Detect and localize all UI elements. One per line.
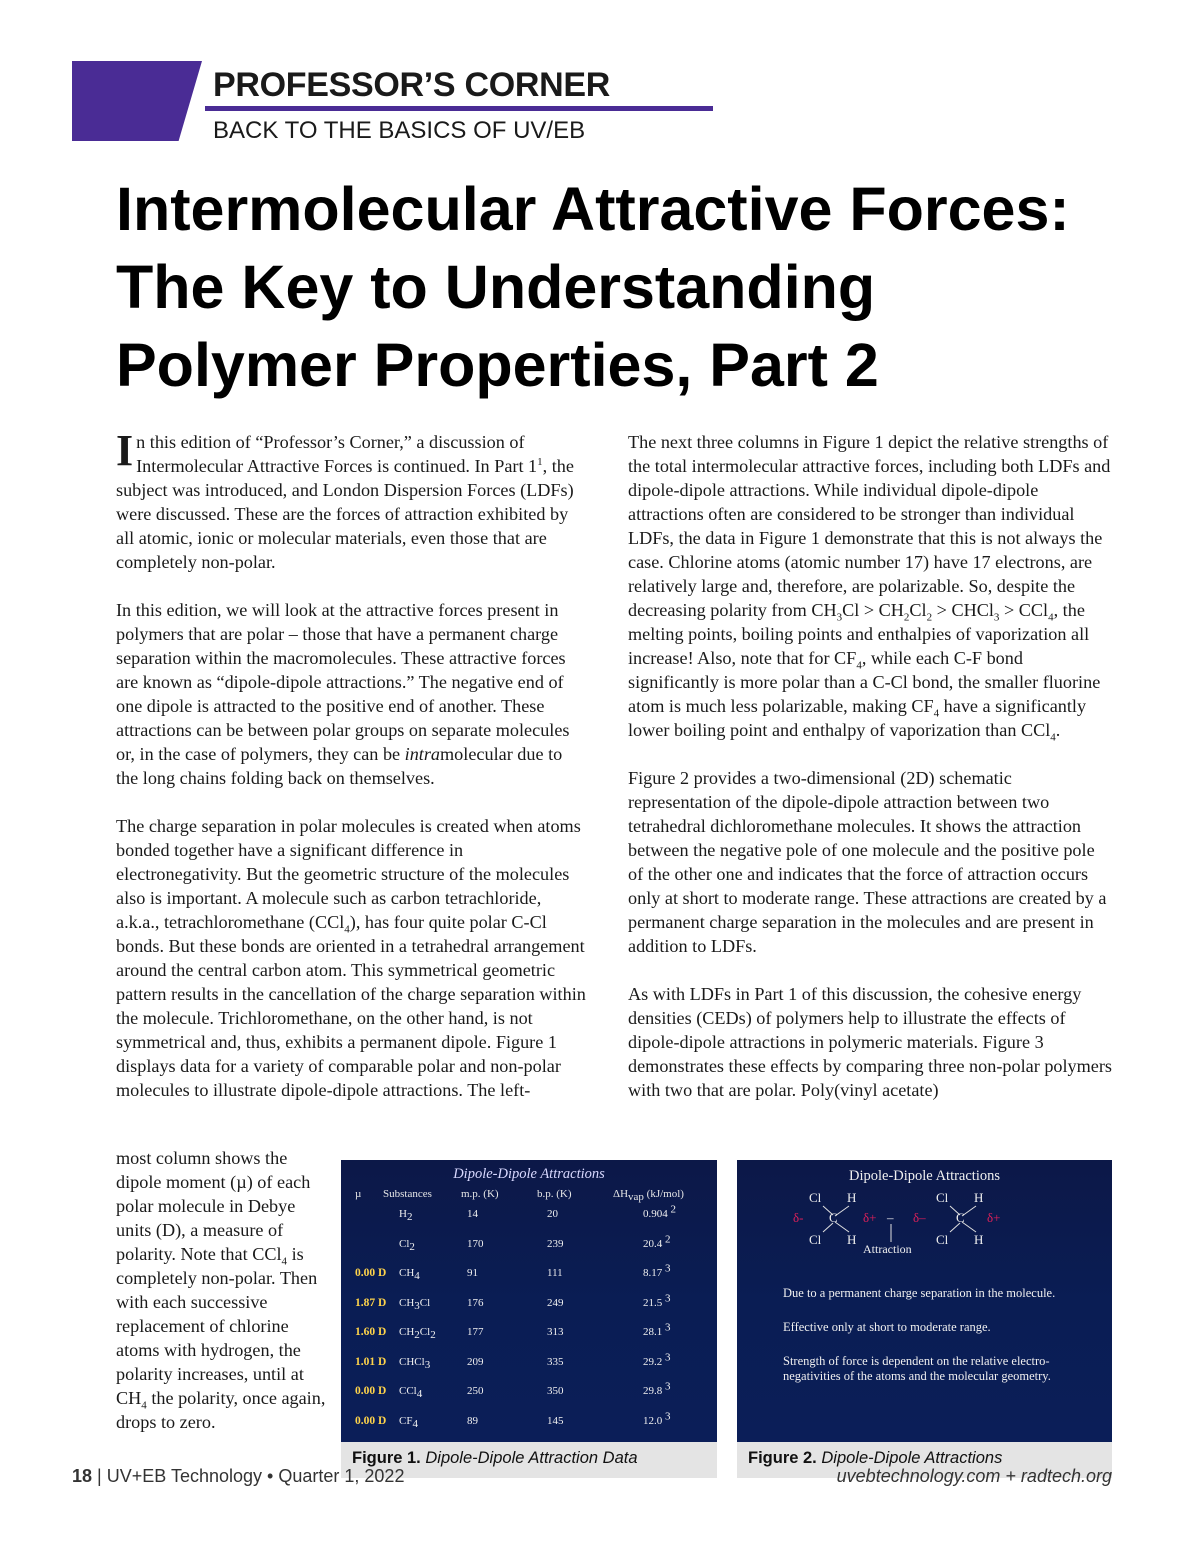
slide-bullet: Strength of force is dependent on the relative electro-negativities of the atoms and the molecular geometry.	[783, 1354, 1051, 1383]
atom-label: Cl	[809, 1190, 822, 1205]
figure-1-caption: Figure 1. Dipole-Dipole Attraction Data	[352, 1449, 638, 1467]
attraction-label: Attraction	[863, 1242, 912, 1256]
partial-charge-label: δ+	[987, 1210, 1001, 1225]
footer-right: uvebtechnology.com + radtech.org	[836, 1466, 1112, 1486]
dipole-moment-cell: 1.87 D	[355, 1296, 387, 1309]
dipole-moment-cell: 1.01 D	[355, 1355, 387, 1368]
section-subkicker: BACK TO THE BASICS OF UV/EB	[213, 117, 586, 144]
boiling-point-cell: 20	[547, 1208, 558, 1220]
atom-label: H	[974, 1190, 984, 1205]
paragraph: In this edition, we will look at the attractive forces present in polymers that are polar – those that have a permanent charge separation within the macromolecules. These attractive forces are known as “dipole-dipole attractions.” The negative end of one dipole is attracted to the positive end of another. These attractions can be between polar groups on separate molecules or, in the case of polymers, they can be intramolecular due to the long chains folding back on themselves.	[116, 600, 570, 788]
atom-label: H	[847, 1232, 857, 1247]
melting-point-cell: 177	[467, 1326, 484, 1338]
boiling-point-cell: 350	[547, 1385, 564, 1397]
partial-charge-label: δ–	[913, 1210, 926, 1225]
dipole-moment-cell: 0.00 D	[355, 1267, 387, 1279]
enthalpy-cell: 28.1 $^3$	[643, 1321, 671, 1338]
substance-cell: CCl$_4$	[399, 1385, 423, 1401]
figure-2	[737, 1160, 1112, 1478]
enthalpy-cell: 12.0 $^3$	[643, 1409, 671, 1427]
figure-2-caption: Figure 2. Dipole-Dipole Attractions	[748, 1449, 1003, 1467]
section-kicker: PROFESSOR’S CORNER	[213, 66, 610, 104]
slide-title: Dipole-Dipole Attractions	[848, 1168, 1000, 1184]
figure-2-slide	[737, 1160, 1112, 1442]
boiling-point-cell: 145	[547, 1414, 564, 1427]
dipole-moment-cell: 0.00 D	[355, 1414, 387, 1427]
header-dh: $\Delta H_{vap}$ (kJ/mol)	[613, 1188, 684, 1204]
enthalpy-cell: 8.17 $^3$	[643, 1262, 671, 1279]
paragraph-narrow: most column shows the dipole moment (µ) of each polar molecule in Debye units (D), a measure of polarity. Note that CCl$_4$ is completely non-polar. Then with each successive replacement of chlorine atoms with hydrogen, the polarity increases, until at $CH_4$ the polarity, once again, drops to zero.	[116, 1148, 326, 1432]
melting-point-cell: 91	[467, 1267, 478, 1279]
figure-1-slide	[341, 1160, 717, 1442]
atom-label: H	[974, 1232, 984, 1247]
header-banner	[72, 61, 202, 141]
header-substances: Substances	[383, 1188, 432, 1200]
atom-label: Cl	[936, 1232, 949, 1247]
enthalpy-cell: 0.904 $^2$	[643, 1203, 676, 1220]
boiling-point-cell: 313	[547, 1326, 564, 1338]
slide-bullet: Due to a permanent charge separation in the molecule.	[783, 1286, 1056, 1300]
header-mu: µ	[355, 1188, 362, 1200]
substance-cell: $Cl_2$	[399, 1237, 415, 1253]
melting-point-cell: 176	[467, 1296, 484, 1309]
enthalpy-cell: 29.8 $^3$	[643, 1380, 671, 1397]
figure-1	[341, 1160, 717, 1478]
substance-cell: $CF_4$	[399, 1414, 418, 1430]
title-line: Polymer Properties, Part 2	[116, 331, 879, 399]
enthalpy-cell: 29.2 $^3$	[643, 1350, 671, 1368]
boiling-point-cell: 239	[547, 1237, 564, 1250]
paragraph: Figure 2 provides a two-dimensional (2D) schematic representation of the dipole-dipole attraction between two tetrahedral dichloromethane molecules. It shows the attraction between the negative pole of one molecule and the positive pole of the other one and indicates that the force of attraction occurs only at short to moderate range. These attractions are created by a permanent charge separation in the molecules and are present in addition to LDFs.	[628, 768, 1107, 956]
atom-label: C	[956, 1210, 965, 1225]
boiling-point-cell: 111	[547, 1267, 563, 1279]
title-line: Intermolecular Attractive Forces:	[116, 175, 1070, 243]
enthalpy-cell: 20.4 $^2$	[643, 1232, 671, 1250]
atom-label: C	[829, 1210, 838, 1225]
dipole-moment-cell: 0.00 D	[355, 1385, 387, 1397]
atom-label: H	[847, 1190, 857, 1205]
partial-charge-label: δ-	[793, 1210, 804, 1225]
substance-cell: $CH_2Cl_2$	[399, 1326, 436, 1342]
article-title	[116, 170, 1156, 404]
substance-cell: CHCl$_3$	[399, 1355, 431, 1371]
atom-label: Cl	[936, 1190, 949, 1205]
melting-point-cell: 209	[467, 1355, 484, 1368]
paragraph: In this edition of “Professor’s Corner,” a discussion of Intermolecular Attractive Forces is continued. In Part $1^1$, the subject was introduced, and London Dispersion Forces (LDFs) were discussed. These are the forces of attraction exhibited by all atomic, ionic or molecular materials, even those that are completely non-polar.	[116, 426, 574, 572]
substance-cell: $CH_3Cl$	[399, 1296, 431, 1312]
paragraph: The next three columns in Figure 1 depict the relative strengths of the total intermolecular attractive forces, including both LDFs and dipole-dipole attractions. While individual dipole-dipole attractions often are considered to be stronger than individual LDFs, the data in Figure 1 demonstrate that this is not always the case. Chlorine atoms (atomic number 17) have 17 electrons, are relatively large and, therefore, are polarizable. So, despite the decreasing polarity from $CH_3Cl > CH_2Cl_2$ > CHCl$_3$ > CCl$_4$, the melting points, boiling points and enthalpies of vaporization all increase! Also, note that for $CF_4$, while each C-F bond significantly is more polar than a C-Cl bond, the smaller fluorine atom is much less polarizable, making $CF_4$ have a significantly lower boiling point and enthalpy of vaporization than CCl$_4$.	[628, 432, 1111, 744]
partial-charge-label: δ+	[863, 1210, 877, 1225]
slide-bullet: Effective only at short to moderate range.	[783, 1320, 991, 1334]
paragraph: The charge separation in polar molecules is created when atoms bonded together have a significant difference in electronegativity. But the geometric structure of the molecules also is important. A molecule such as carbon tetrachloride, a.k.a., tetrachloromethane (CCl$_4$), has four quite polar C-Cl bonds. But these bonds are oriented in a tetrahedral arrangement around the central carbon atom. This symmetrical geometric pattern results in the cancellation of the charge separation within the molecule. Trichloromethane, on the other hand, is not symmetrical and, thus, exhibits a permanent dipole. Figure 1 displays data for a variety of comparable polar and non-polar molecules to illustrate dipole-dipole attractions. The left-	[116, 816, 586, 1100]
title-line: The Key to Understanding	[116, 253, 876, 321]
melting-point-cell: 170	[467, 1237, 484, 1250]
footer-left: 18 | UV+EB Technology • Quarter 1, 2022	[72, 1466, 405, 1486]
drop-cap: I	[116, 426, 134, 475]
paragraph: As with LDFs in Part 1 of this discussion, the cohesive energy densities (CEDs) of polymers help to illustrate the effects of dipole-dipole attractions in polymeric materials. Figure 3 demonstrates these effects by comparing three non-polar polymers with two that are polar. Poly(vinyl acetate)	[628, 984, 1113, 1100]
melting-point-cell: 89	[467, 1414, 478, 1427]
enthalpy-cell: 21.5 $^3$	[643, 1291, 671, 1309]
melting-point-cell: 250	[467, 1385, 484, 1397]
boiling-point-cell: 335	[547, 1355, 564, 1368]
header-mp: m.p. (K)	[461, 1188, 499, 1200]
substance-cell: $H_2$	[399, 1208, 413, 1224]
boiling-point-cell: 249	[547, 1296, 564, 1309]
dipole-moment-cell: 1.60 D	[355, 1326, 387, 1338]
atom-label: Cl	[809, 1232, 822, 1247]
melting-point-cell: 14	[467, 1208, 478, 1220]
header-bp: b.p. (K)	[537, 1188, 572, 1200]
substance-cell: $CH_4$	[399, 1267, 420, 1283]
column-left	[116, 426, 586, 1126]
kicker-rule	[205, 106, 713, 111]
attraction-dash: –	[887, 1210, 894, 1225]
column-right	[628, 430, 1113, 1126]
slide-title: Dipole-Dipole Attractions	[453, 1166, 605, 1182]
